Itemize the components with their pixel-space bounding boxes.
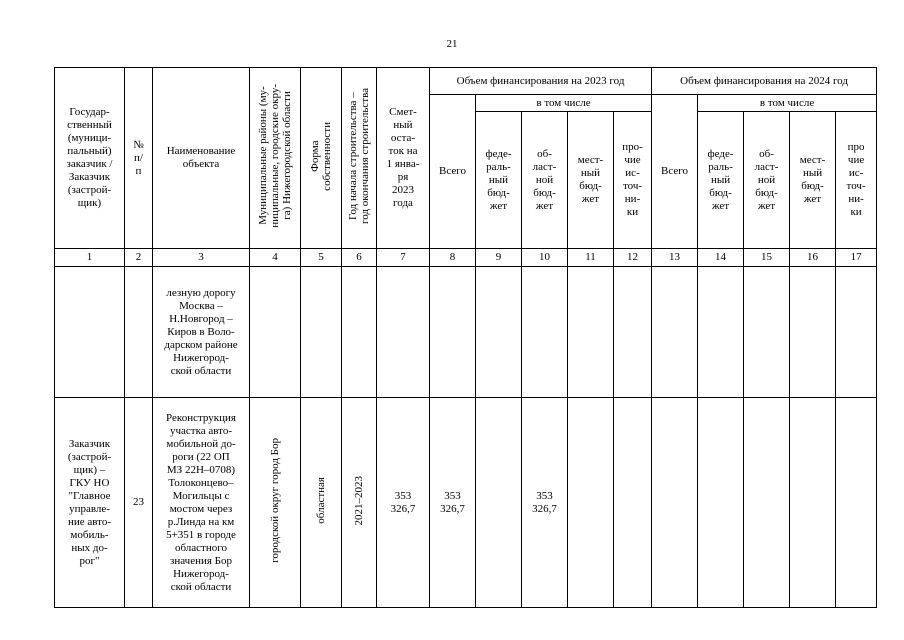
regional-2024-cell xyxy=(744,398,790,608)
total-2024-cell xyxy=(652,267,698,398)
column-number: 7 xyxy=(377,249,430,267)
column-number: 3 xyxy=(153,249,250,267)
column-number: 15 xyxy=(744,249,790,267)
header-total-2023: Всего xyxy=(430,95,476,249)
header-federal-2024: феде- раль- ный бюд- жет xyxy=(698,112,744,249)
header-ownership: Форма собственности xyxy=(301,68,342,249)
years-cell xyxy=(342,267,377,398)
customer-cell: Заказчик (застрой- щик) – ГКУ НО "Главное управле- ние авто- мобиль- ных до- рог" xyxy=(55,398,125,608)
total-2023-cell: 353 326,7 xyxy=(430,398,476,608)
federal-2024-cell xyxy=(698,267,744,398)
column-number: 17 xyxy=(836,249,877,267)
header-other-2023: про- чие ис- точ- ни- ки xyxy=(614,112,652,249)
total-2023-cell xyxy=(430,267,476,398)
number-cell xyxy=(125,267,153,398)
header-other-2024: про чие ис- точ- ни- ки xyxy=(836,112,877,249)
total-2024-cell xyxy=(652,398,698,608)
federal-2023-cell xyxy=(476,398,522,608)
ownership-cell xyxy=(301,267,342,398)
federal-2023-cell xyxy=(476,267,522,398)
column-number: 14 xyxy=(698,249,744,267)
other-2023-cell xyxy=(614,267,652,398)
column-number: 4 xyxy=(250,249,301,267)
other-2023-cell xyxy=(614,398,652,608)
header-local-2023: мест- ный бюд- жет xyxy=(568,112,614,249)
other-2024-cell xyxy=(836,267,877,398)
federal-2024-cell xyxy=(698,398,744,608)
header-regional-2024: об- ласт- ной бюд- жет xyxy=(744,112,790,249)
years-cell: 2021–2023 xyxy=(342,398,377,608)
page-number: 21 xyxy=(446,38,458,50)
estimate-cell xyxy=(377,267,430,398)
estimate-cell: 353 326,7 xyxy=(377,398,430,608)
column-number: 13 xyxy=(652,249,698,267)
local-2023-cell xyxy=(568,267,614,398)
object-name-cell: Реконструкция участка авто- мобильной до- роги (22 ОП МЗ 22Н–0708) Толоконцево– Могильцы с мостом через р.Линда на км 5+351 в городе областного значения Бор Нижегород- ской области xyxy=(153,398,250,608)
regional-2024-cell xyxy=(744,267,790,398)
header-customer: Государ- ственный (муници- пальный) заказчик / Заказчик (застрой- щик) xyxy=(55,68,125,249)
header-including-2024: в том числе xyxy=(698,95,877,112)
column-number: 6 xyxy=(342,249,377,267)
header-federal-2023: феде- раль- ный бюд- жет xyxy=(476,112,522,249)
local-2024-cell xyxy=(790,398,836,608)
header-local-2024: мест- ный бюд- жет xyxy=(790,112,836,249)
header-object-name: Наименование объекта xyxy=(153,68,250,249)
column-number: 10 xyxy=(522,249,568,267)
column-number: 5 xyxy=(301,249,342,267)
column-number: 11 xyxy=(568,249,614,267)
financing-table xyxy=(54,67,877,608)
district-cell xyxy=(250,267,301,398)
header-funding-2024: Объем финансирования на 2024 год xyxy=(652,68,877,95)
column-number: 9 xyxy=(476,249,522,267)
header-years: Год начала строительства – год окончания строительства xyxy=(342,68,377,249)
ownership-cell: областная xyxy=(301,398,342,608)
regional-2023-cell: 353 326,7 xyxy=(522,398,568,608)
header-estimate: Смет- ный оста- ток на 1 янва- ря 2023 года xyxy=(377,68,430,249)
header-including-2023: в том числе xyxy=(476,95,652,112)
header-funding-2023: Объем финансирования на 2023 год xyxy=(430,68,652,95)
number-cell: 23 xyxy=(125,398,153,608)
column-number: 2 xyxy=(125,249,153,267)
column-number: 1 xyxy=(55,249,125,267)
column-number-row xyxy=(55,249,877,267)
column-number: 8 xyxy=(430,249,476,267)
header-number: № п/ п xyxy=(125,68,153,249)
object-name-cell: лезную дорогу Москва – Н.Новгород – Киров в Воло- дарском районе Нижегород- ской области xyxy=(153,267,250,398)
table-row xyxy=(55,398,877,608)
table-row xyxy=(55,267,877,398)
column-number: 16 xyxy=(790,249,836,267)
header-regional-2023: об- ласт- ной бюд- жет xyxy=(522,112,568,249)
local-2023-cell xyxy=(568,398,614,608)
regional-2023-cell xyxy=(522,267,568,398)
local-2024-cell xyxy=(790,267,836,398)
header-total-2024: Всего xyxy=(652,95,698,249)
header-districts: Муниципальные районы (му- ниципальные, городские окру- га) Нижегородской области xyxy=(250,68,301,249)
other-2024-cell xyxy=(836,398,877,608)
district-cell: городской округ город Бор xyxy=(250,398,301,608)
customer-cell xyxy=(55,267,125,398)
column-number: 12 xyxy=(614,249,652,267)
